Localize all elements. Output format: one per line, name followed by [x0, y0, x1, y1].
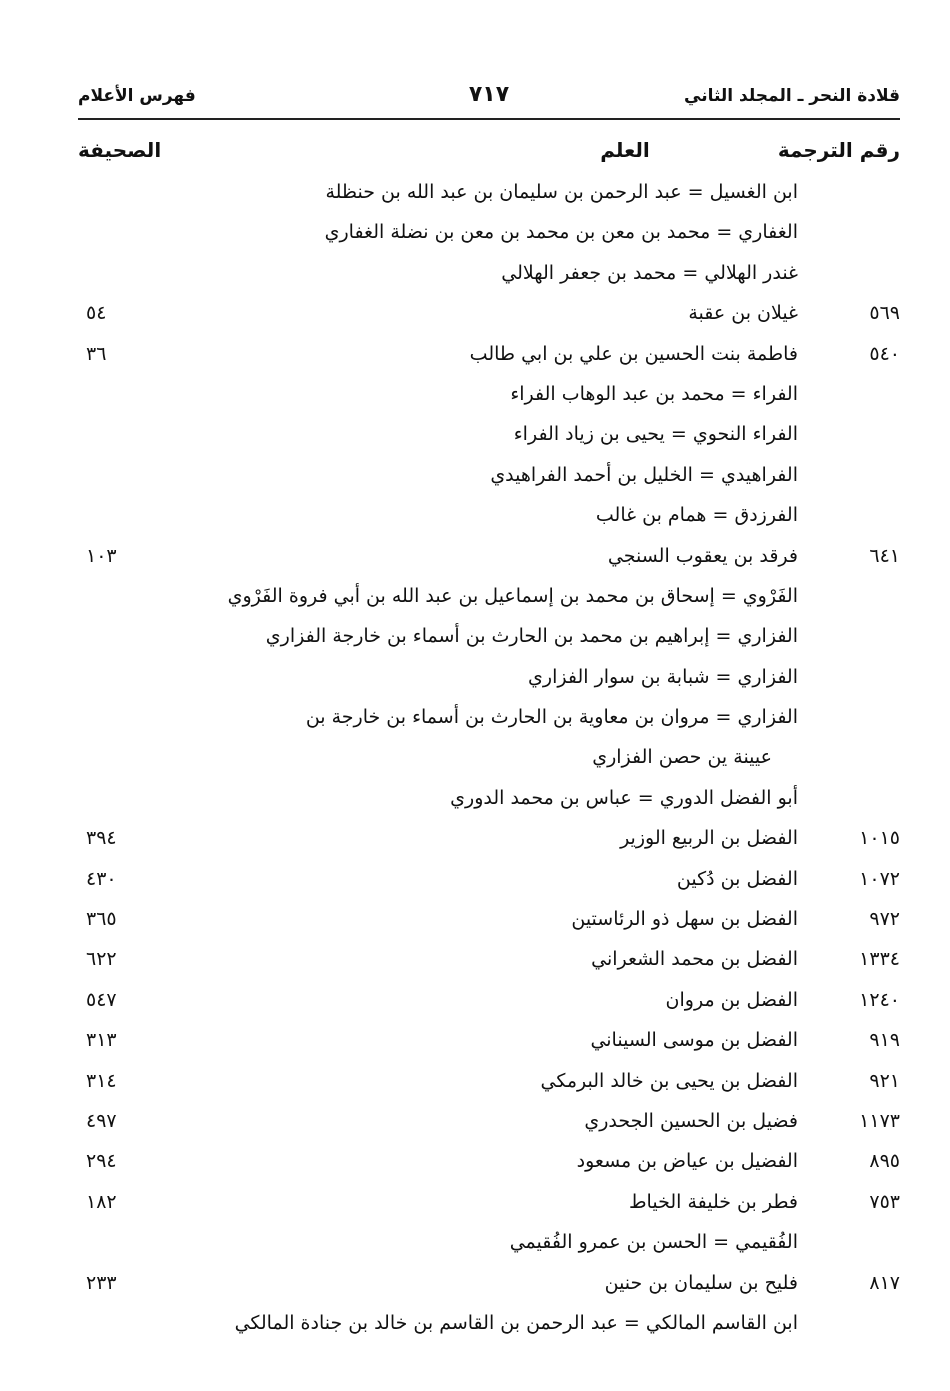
index-entry	[78, 334, 900, 374]
index-entry	[78, 293, 900, 333]
entry-name: الفزاري = مروان بن معاوية بن الحارث بن أسماء بن خارجة بن	[305, 706, 798, 729]
index-list	[78, 172, 900, 1343]
index-entry	[78, 172, 900, 212]
index-entry	[78, 657, 900, 697]
entry-name: الفضل بن يحيى بن خالد البرمكي	[540, 1069, 798, 1092]
entry-page: ٥٤٧	[86, 988, 117, 1011]
entry-name: غندر الهلالي = محمد بن جعفر الهلالي	[501, 261, 798, 284]
entry-name: الفراء النحوي = يحيى بن زياد الفراء	[513, 423, 798, 446]
entry-number: ٥٤٠	[869, 342, 900, 365]
entry-page: ٢٩٤	[86, 1150, 117, 1173]
entry-number: ٩٢١	[869, 1069, 900, 1092]
entry-name: فليح بن سليمان بن حنين	[604, 1271, 798, 1294]
entry-name: الفضل بن الربيع الوزير	[620, 827, 798, 850]
index-entry	[78, 980, 900, 1020]
entry-name: الفرزدق = همام بن غالب	[595, 504, 798, 527]
entry-name: أبو الفضل الدوري = عباس بن محمد الدوري	[450, 786, 798, 809]
entry-number: ٨١٧	[869, 1271, 900, 1294]
entry-name: غيلان بن عقبة	[688, 302, 798, 325]
book-title: قلادة النحر ـ المجلد الثاني	[684, 86, 900, 106]
entry-page: ٣٦٥	[86, 908, 117, 931]
entry-name: فاطمة بنت الحسين بن علي بن ابي طالب	[469, 342, 798, 365]
index-entry	[78, 1020, 900, 1060]
entry-number: ٩٧٢	[869, 908, 900, 931]
entry-page: ٢٣٣	[86, 1271, 117, 1294]
index-entry	[78, 576, 900, 616]
index-entry	[78, 737, 900, 777]
entry-number: ٥٦٩	[869, 302, 900, 325]
entry-page: ٥٤	[86, 302, 107, 325]
index-entry	[78, 455, 900, 495]
entry-name: الفراهيدي = الخليل بن أحمد الفراهيدي	[490, 463, 798, 486]
entry-name: الفضل بن محمد الشعراني	[591, 948, 798, 971]
index-entry	[78, 818, 900, 858]
entry-name: ابن الغسيل = عبد الرحمن بن سليمان بن عبد الله بن حنظلة	[325, 181, 798, 203]
column-header-page: الصحيفة	[78, 138, 162, 162]
index-entry	[78, 1101, 900, 1141]
column-header-name: العلم	[600, 138, 650, 162]
entry-name: الفراء = محمد بن عبد الوهاب الفراء	[510, 382, 798, 405]
entry-name: الفضل بن موسى السيناني	[590, 1029, 798, 1052]
index-entry	[78, 1303, 900, 1343]
entry-name: الفضل بن دُكين	[676, 867, 798, 890]
index-entry	[78, 1141, 900, 1181]
index-entry	[78, 939, 900, 979]
index-entry	[78, 1061, 900, 1101]
entry-name: الفضل بن سهل ذو الرئاستين	[571, 908, 798, 931]
entry-number: ٧٥٣	[869, 1190, 900, 1213]
entry-name: الفَرْوي = إسحاق بن محمد بن إسماعيل بن عبد الله بن أبي فروة الفَرْوي	[227, 584, 798, 607]
index-entry	[78, 1222, 900, 1262]
entry-name: الفزاري = شبابة بن سوار الفزاري	[528, 665, 798, 688]
entry-name: عيينة ين حصن الفزاري	[592, 746, 772, 769]
entry-name: فرقد بن يعقوب السنجي	[607, 544, 798, 567]
entry-page: ٣٦	[86, 342, 107, 365]
entry-page: ١٠٣	[86, 544, 117, 567]
index-entry	[78, 212, 900, 252]
index-entry	[78, 859, 900, 899]
index-entry	[78, 536, 900, 576]
entry-page: ٣١٤	[86, 1069, 117, 1092]
entry-number: ١١٧٣	[859, 1109, 900, 1132]
index-entry	[78, 1263, 900, 1303]
entry-page: ٤٣٠	[86, 867, 117, 890]
entry-number: ١٢٤٠	[859, 988, 900, 1011]
column-header-number: رقم الترجمة	[777, 138, 900, 162]
index-entry	[78, 253, 900, 293]
entry-name: الفُقيمي = الحسن بن عمرو الفُقيمي	[509, 1231, 798, 1254]
entry-page: ١٨٢	[86, 1190, 117, 1213]
entry-page: ٦٢٢	[86, 948, 117, 971]
entry-number: ٦٤١	[869, 544, 900, 567]
entry-page: ٣١٣	[86, 1029, 117, 1052]
entry-page: ٣٩٤	[86, 827, 117, 850]
index-entry	[78, 1182, 900, 1222]
index-entry	[78, 414, 900, 454]
entry-number: ١٠١٥	[859, 827, 900, 850]
index-entry	[78, 697, 900, 737]
entry-number: ١٣٣٤	[859, 948, 900, 971]
entry-number: ٩١٩	[869, 1029, 900, 1052]
index-entry	[78, 778, 900, 818]
entry-name: فطر بن خليفة الخياط	[628, 1190, 798, 1213]
section-title: فهرس الأعلام	[78, 86, 196, 106]
entry-page: ٤٩٧	[86, 1109, 117, 1132]
index-entry	[78, 899, 900, 939]
entry-name: الفضيل بن عياض بن مسعود	[576, 1150, 798, 1173]
entry-name: فضيل بن الحسين الجحدري	[584, 1109, 798, 1132]
entry-name: الفزاري = إبراهيم بن محمد بن الحارث بن أسماء بن خارجة الفزاري	[265, 625, 798, 648]
entry-name: الغفاري = محمد بن معن بن محمد بن معن بن نضلة الغفاري	[324, 221, 798, 244]
column-headers	[78, 138, 900, 170]
entry-name: الفضل بن مروان	[665, 988, 798, 1011]
header-rule	[78, 118, 900, 120]
index-entry	[78, 374, 900, 414]
page-number: ٧١٧	[468, 82, 510, 107]
entry-number: ٨٩٥	[869, 1150, 900, 1173]
entry-number: ١٠٧٢	[859, 867, 900, 890]
page-header	[78, 80, 900, 116]
index-entry	[78, 495, 900, 535]
entry-name: ابن القاسم المالكي = عبد الرحمن بن القاسم بن خالد بن جنادة المالكي	[234, 1311, 798, 1334]
index-entry	[78, 616, 900, 656]
